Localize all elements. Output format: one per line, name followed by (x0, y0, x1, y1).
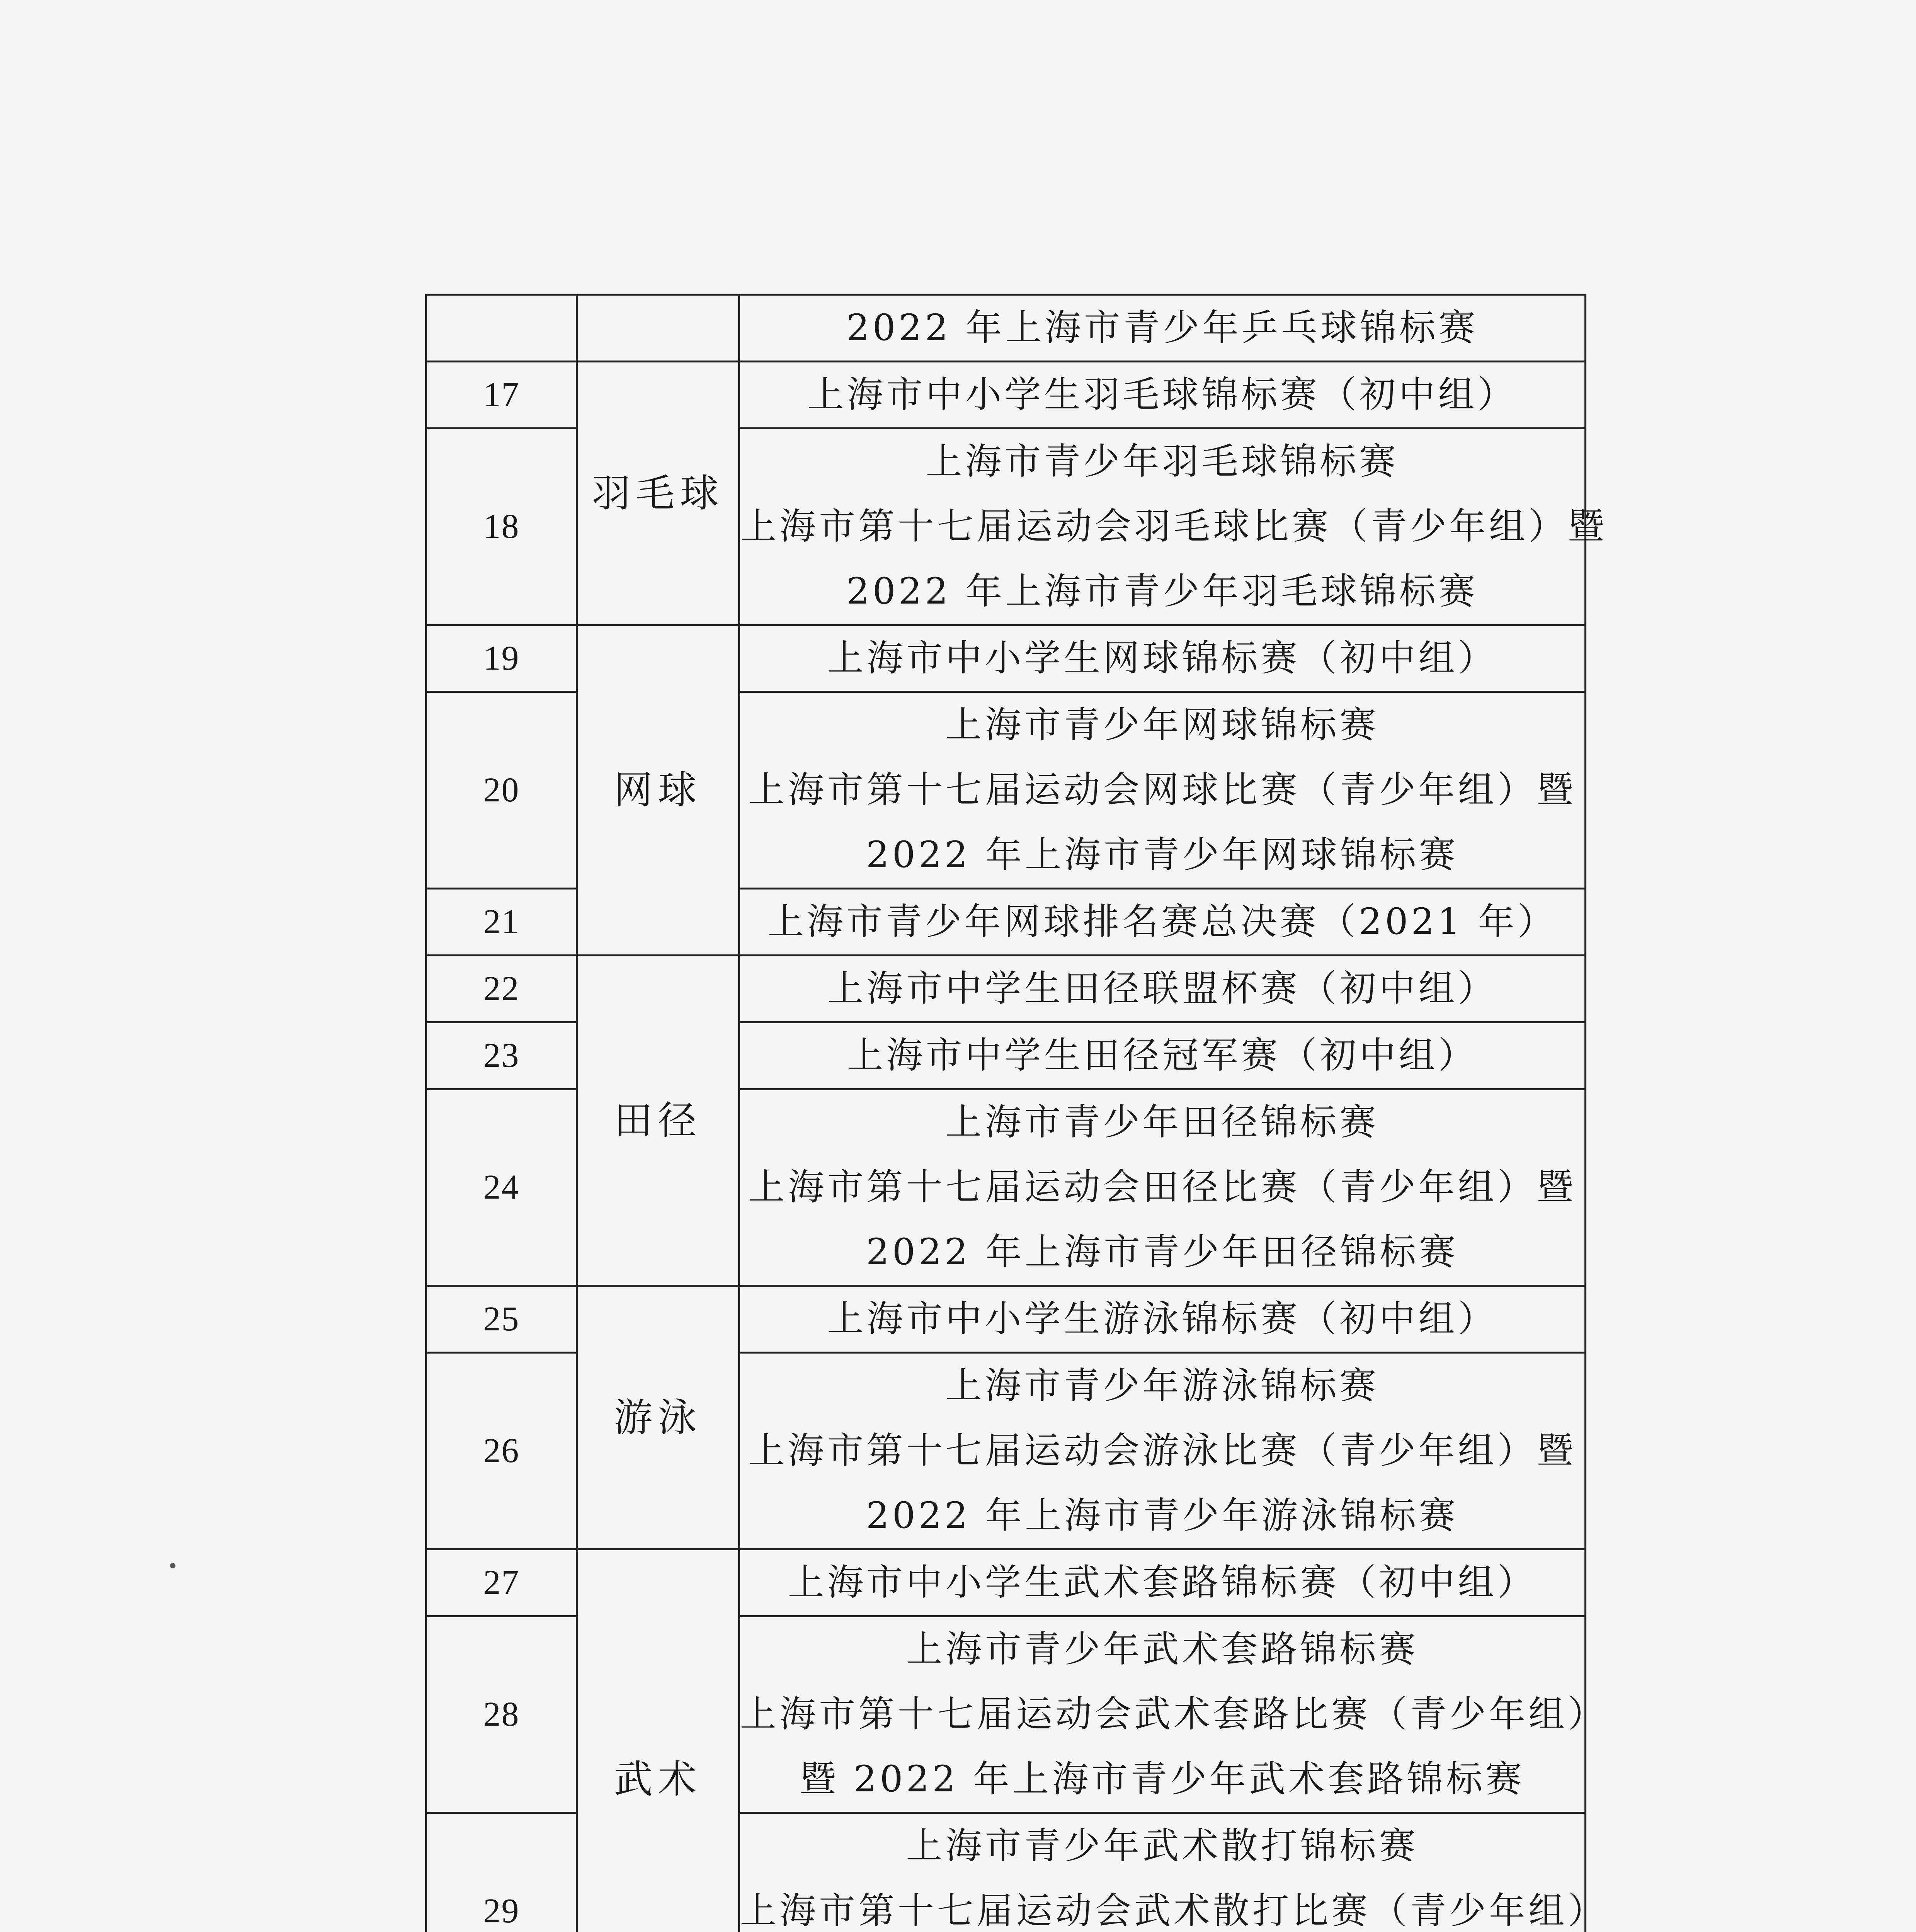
event-name-line: 2022 年上海市青少年网球锦标赛 (866, 834, 1459, 876)
event-name (739, 429, 1608, 625)
event-name (739, 889, 1586, 956)
sport-category-swimming: 游泳 (577, 1286, 739, 1549)
events-table (425, 294, 1608, 1932)
row-number: 21 (426, 889, 577, 956)
row-number: 18 (426, 429, 577, 625)
row-number: 20 (426, 692, 577, 889)
row-number: 25 (426, 1286, 577, 1353)
event-name-line: 上海市第十七届运动会田径比赛（青少年组）暨 (748, 1166, 1576, 1208)
event-name-line: 2022 年上海市青少年游泳锦标赛 (866, 1495, 1459, 1537)
event-name (739, 1089, 1586, 1286)
row-number: 24 (426, 1089, 577, 1286)
row-number: 22 (426, 956, 577, 1022)
row-number: 17 (426, 362, 577, 429)
event-name-line: 上海市中小学生网球锦标赛（初中组） (827, 637, 1497, 679)
event-name-line: 上海市第十七届运动会武术散打比赛（青少年组） (740, 1890, 1608, 1932)
event-name-line: 上海市青少年武术散打锦标赛 (906, 1825, 1419, 1867)
event-name-line: 2022 年上海市青少年乒乓球锦标赛 (846, 307, 1479, 349)
event-name (739, 1286, 1586, 1353)
event-name-line: 上海市青少年网球锦标赛 (945, 704, 1379, 746)
event-name (739, 1022, 1586, 1089)
event-name (739, 1353, 1586, 1549)
event-name-line: 上海市中学生田径联盟杯赛（初中组） (827, 968, 1497, 1010)
scan-speck (170, 1563, 175, 1568)
row-number (426, 295, 577, 362)
event-name-line: 上海市第十七届运动会游泳比赛（青少年组）暨 (748, 1430, 1576, 1472)
event-name (739, 625, 1586, 692)
event-name-line: 2022 年上海市青少年羽毛球锦标赛 (846, 570, 1479, 612)
table-row (426, 295, 1586, 362)
event-name (739, 956, 1586, 1022)
table-row (426, 1286, 1586, 1353)
event-name (739, 1616, 1608, 1813)
event-name (739, 295, 1586, 362)
table-row (426, 1549, 1586, 1616)
event-name (739, 1549, 1586, 1616)
table-row (426, 625, 1586, 692)
event-name (739, 1813, 1608, 1932)
event-name-line: 上海市青少年羽毛球锦标赛 (926, 440, 1399, 483)
event-name-line: 暨 2022 年上海市青少年武术套路锦标赛 (800, 1758, 1525, 1800)
event-name-line: 上海市第十七届运动会武术套路比赛（青少年组） (740, 1693, 1608, 1735)
row-number: 19 (426, 625, 577, 692)
event-name (739, 362, 1586, 429)
event-name-line: 上海市中小学生羽毛球锦标赛（初中组） (807, 374, 1517, 416)
sport-category (577, 295, 739, 362)
row-number: 26 (426, 1353, 577, 1549)
event-name-line: 2022 年上海市青少年田径锦标赛 (866, 1231, 1459, 1273)
row-number: 28 (426, 1616, 577, 1813)
sport-category-tennis: 网球 (577, 625, 739, 956)
event-name-line: 上海市青少年田径锦标赛 (945, 1101, 1379, 1143)
table-row (426, 362, 1586, 429)
sport-category-badminton: 羽毛球 (577, 362, 739, 625)
event-name-line: 上海市第十七届运动会羽毛球比赛（青少年组）暨 (740, 505, 1608, 548)
event-name-line: 上海市青少年武术套路锦标赛 (906, 1628, 1419, 1670)
event-name-line: 上海市青少年游泳锦标赛 (945, 1365, 1379, 1407)
event-name-line: 上海市中小学生武术套路锦标赛（初中组） (788, 1561, 1537, 1604)
event-name-line: 上海市第十七届运动会网球比赛（青少年组）暨 (748, 769, 1576, 811)
row-number: 23 (426, 1022, 577, 1089)
row-number: 27 (426, 1549, 577, 1616)
event-name (739, 692, 1586, 889)
event-name-line: 上海市中学生田径冠军赛（初中组） (847, 1034, 1478, 1077)
row-number: 29 (426, 1813, 577, 1932)
event-name-line: 上海市青少年网球排名赛总决赛（2021 年） (767, 901, 1557, 943)
sport-category-wushu: 武术 (577, 1549, 739, 1932)
table-row (426, 956, 1586, 1022)
event-name-line: 上海市中小学生游泳锦标赛（初中组） (827, 1298, 1497, 1340)
sport-category-athletics: 田径 (577, 956, 739, 1286)
